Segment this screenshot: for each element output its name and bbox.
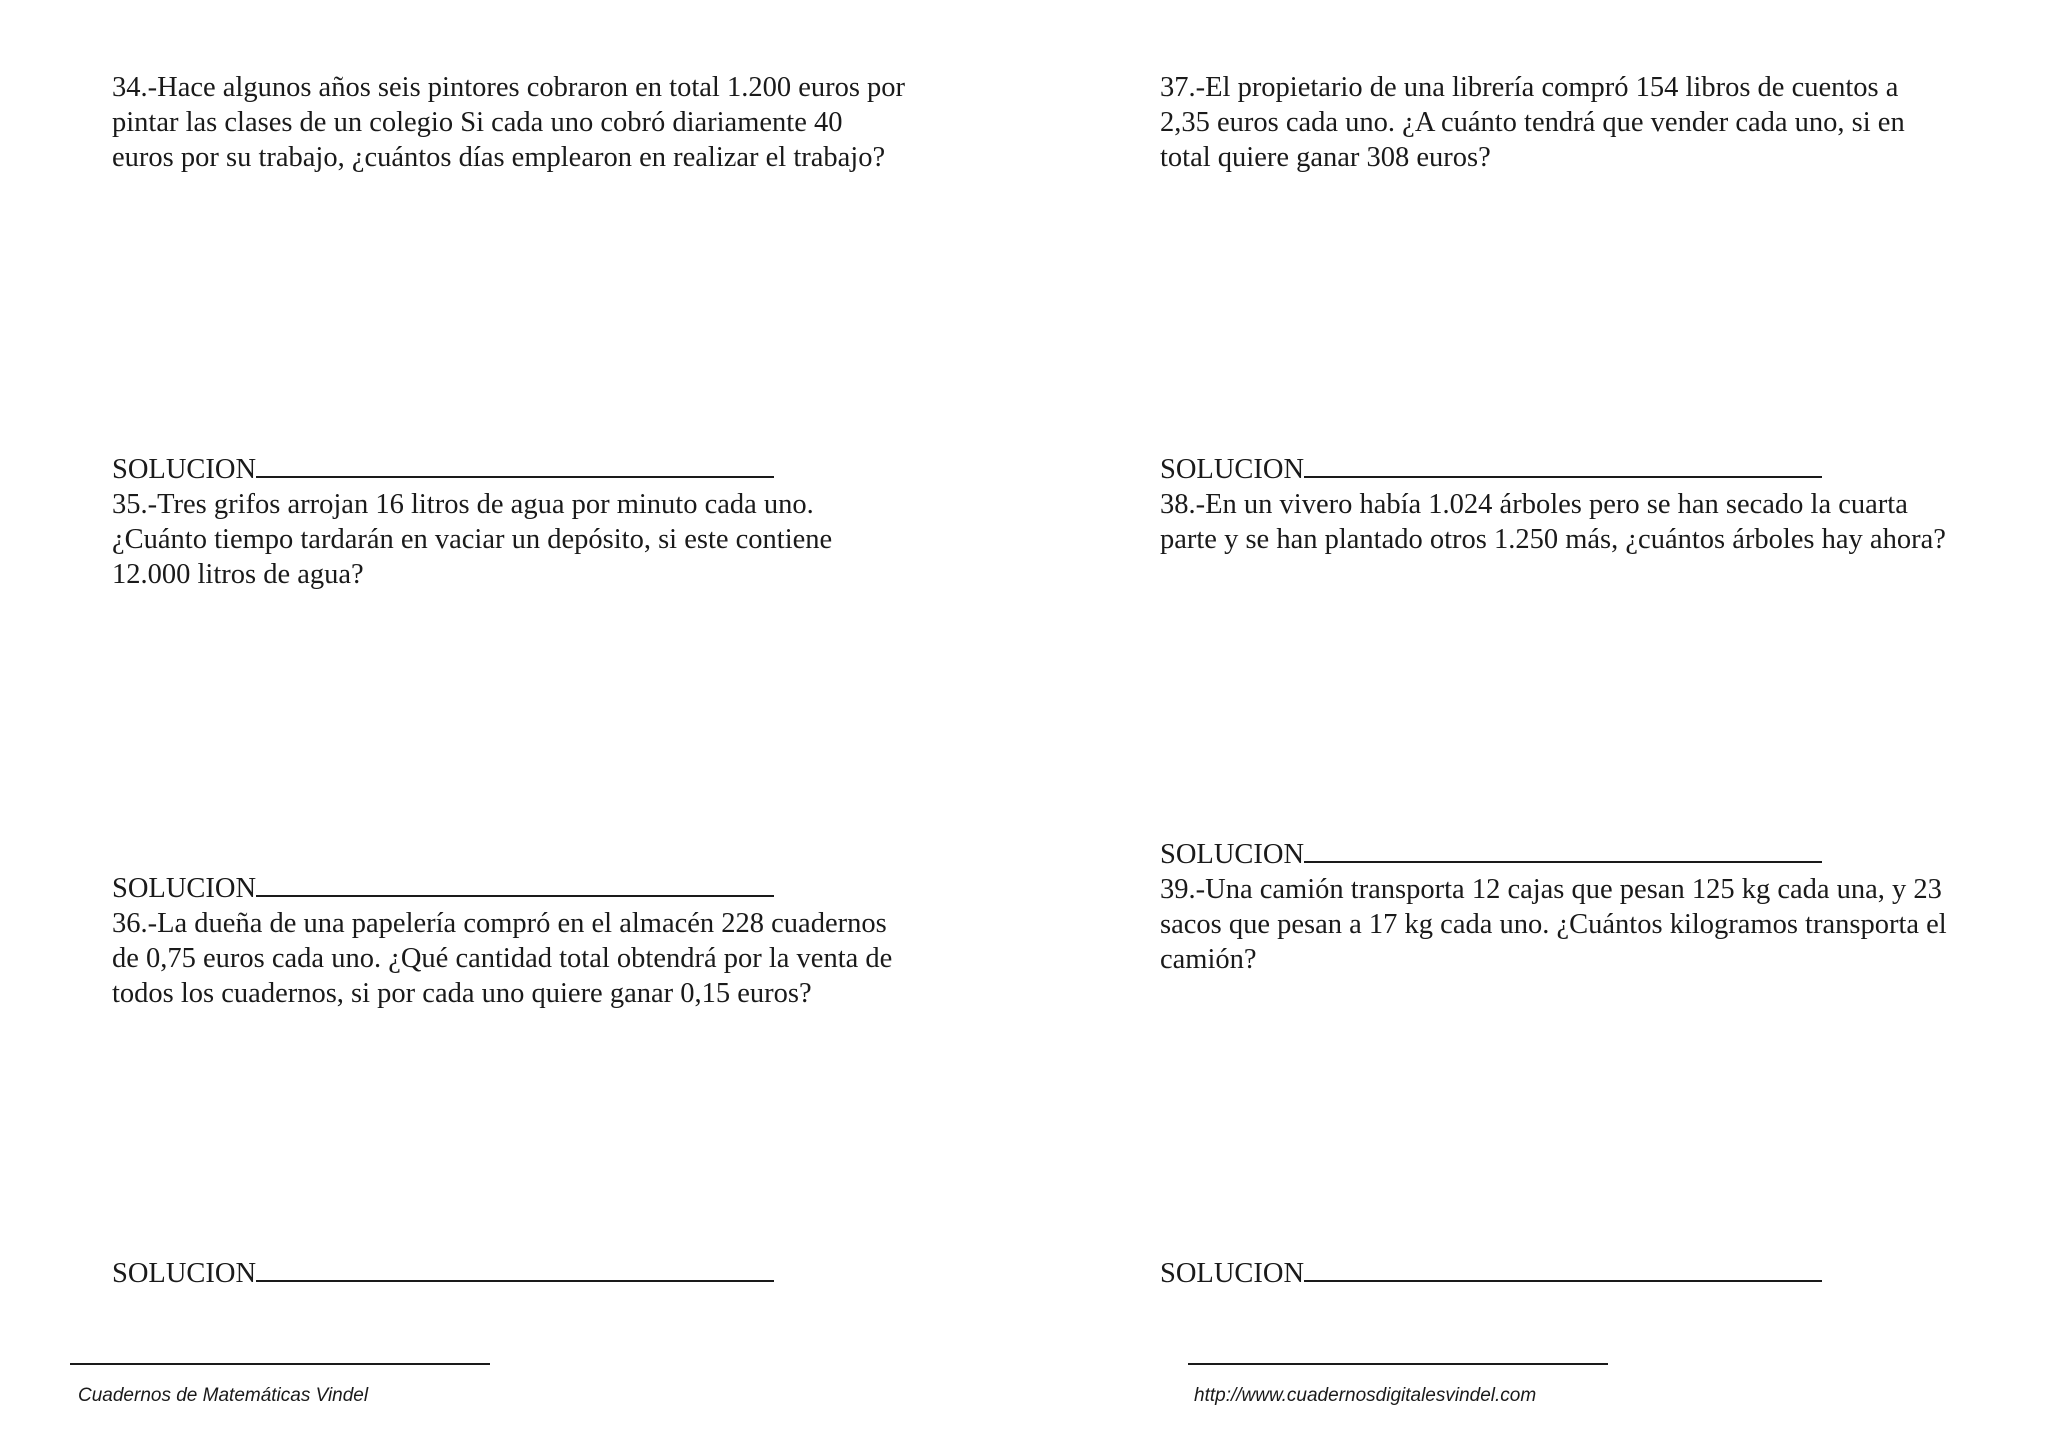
- footer-divider-left: [70, 1363, 490, 1365]
- problem-39: 39.-Una camión transporta 12 cajas que pesan 125 kg cada una, y 23 sacos que pesan a 17 kg cada uno. ¿Cuántos kilogramos transporta el camión?: [1160, 874, 1947, 975]
- solution-label: SOLUCION: [112, 873, 257, 904]
- answer-blank-35: [256, 871, 774, 897]
- problem-36: 36.-La dueña de una papelería compró en el almacén 228 cuadernos de 0,75 euros cada uno. ¿Qué cantidad total obtendrá por la venta de todos los cuadernos, si por cada uno quiere ganar 0,15 euros?: [112, 908, 893, 1009]
- solution-label: SOLUCION: [1160, 454, 1305, 485]
- solution-label: SOLUCION: [1160, 1258, 1305, 1289]
- problem-37: 37.-El propietario de una librería compró 154 libros de cuentos a 2,35 euros cada uno. ¿A cuánto tendrá que vender cada uno, si en total quiere ganar 308 euros?: [1160, 72, 1905, 173]
- solution-label: SOLUCION: [1160, 839, 1305, 870]
- answer-blank-38: [1304, 837, 1822, 863]
- problem-34: 34.-Hace algunos años seis pintores cobraron en total 1.200 euros por pintar las clases de un colegio Si cada uno cobró diariamente 40 euros por su trabajo, ¿cuántos días emplearon en realizar el trabajo?: [112, 72, 906, 173]
- solution-label: SOLUCION: [112, 1258, 257, 1289]
- footer-divider-right: [1188, 1363, 1608, 1365]
- footer-website-link[interactable]: http://www.cuadernosdigitalesvindel.com: [1194, 1385, 1537, 1406]
- answer-blank-37: [1304, 452, 1822, 478]
- solution-37: [1160, 452, 1822, 487]
- solution-label: SOLUCION: [112, 454, 257, 485]
- problem-35: 35.-Tres grifos arrojan 16 litros de agua por minuto cada uno. ¿Cuánto tiempo tardarán en vaciar un depósito, si este contiene 12.000 litros de agua?: [112, 489, 833, 590]
- solution-35: [112, 871, 774, 906]
- problem-38: 38.-En un vivero había 1.024 árboles pero se han secado la cuarta parte y se han plantado otros 1.250 más, ¿cuántos árboles hay ahora?: [1160, 489, 1946, 555]
- answer-blank-36: [256, 1256, 774, 1282]
- footer-publisher: Cuadernos de Matemáticas Vindel: [78, 1385, 369, 1406]
- solution-38: [1160, 837, 1822, 872]
- solution-36: [112, 1256, 774, 1291]
- answer-blank-34: [256, 452, 774, 478]
- solution-39: [1160, 1256, 1822, 1291]
- solution-34: [112, 452, 774, 487]
- answer-blank-39: [1304, 1256, 1822, 1282]
